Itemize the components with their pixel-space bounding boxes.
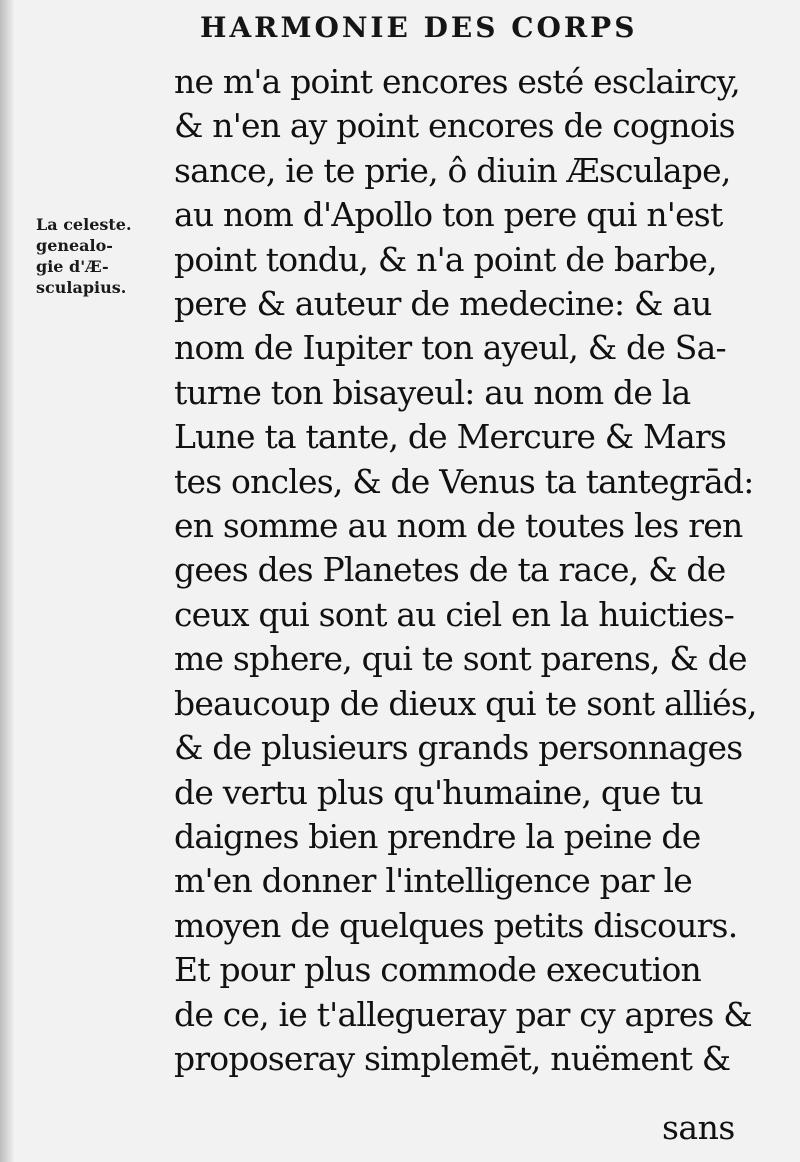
body-text [174,60,766,1081]
text-line: gees des Planetes de ta race, & de [174,550,726,590]
marginal-note-line: La celeste. [36,215,132,234]
catchword: sans [662,1108,735,1147]
text-line: pere & auteur de medecine: & au [174,284,712,324]
text-line: de ce, ie t'allegueray par cy apres & [174,994,752,1034]
text-line: & de plusieurs grands personnages [174,728,743,768]
marginal-note-line: gie d'Æ- [36,257,109,277]
text-line: Et pour plus commode execution [174,950,701,990]
running-head: HARMONIE DES CORPS [200,11,638,44]
text-line: proposeray simplemēt, nuëment & [174,1038,731,1078]
text-line: Lune ta tante, de Mercure & Mars [174,417,727,457]
page-edge-shadow [0,0,14,1162]
text-line: beaucoup de dieux qui te sont alliés, [174,683,757,723]
text-line: daignes bien prendre la peine de [174,816,701,856]
text-line: point tondu, & n'a point de barbe, [174,239,717,279]
text-line: m'en donner l'intelligence par le [174,861,692,901]
text-line: tes oncles, & de Venus ta tantegrād: [174,461,754,501]
text-line: au nom d'Apollo ton pere qui n'est [174,195,723,235]
text-line: moyen de quelques petits discours. [174,905,738,945]
marginal-note-line: sculapius. [36,278,127,298]
text-line: me sphere, qui te sont parens, & de [174,639,747,679]
text-line: ceux qui sont au ciel en la huicties- [174,594,734,634]
text-line: en somme au nom de toutes les ren [174,506,743,546]
text-line: nom de Iupiter ton ayeul, & de Sa- [174,328,726,368]
text-line: & n'en ay point encores de cognois [174,106,735,146]
text-line: ne m'a point encores esté esclaircy, [174,62,740,101]
text-line: sance, ie te prie, ô diuin Æsculape, [174,150,731,190]
text-line: de vertu plus qu'humaine, que tu [174,772,704,812]
text-line: turne ton bisayeul: au nom de la [174,372,691,412]
marginal-note-line: genealo- [36,236,113,256]
marginal-note [36,214,166,298]
